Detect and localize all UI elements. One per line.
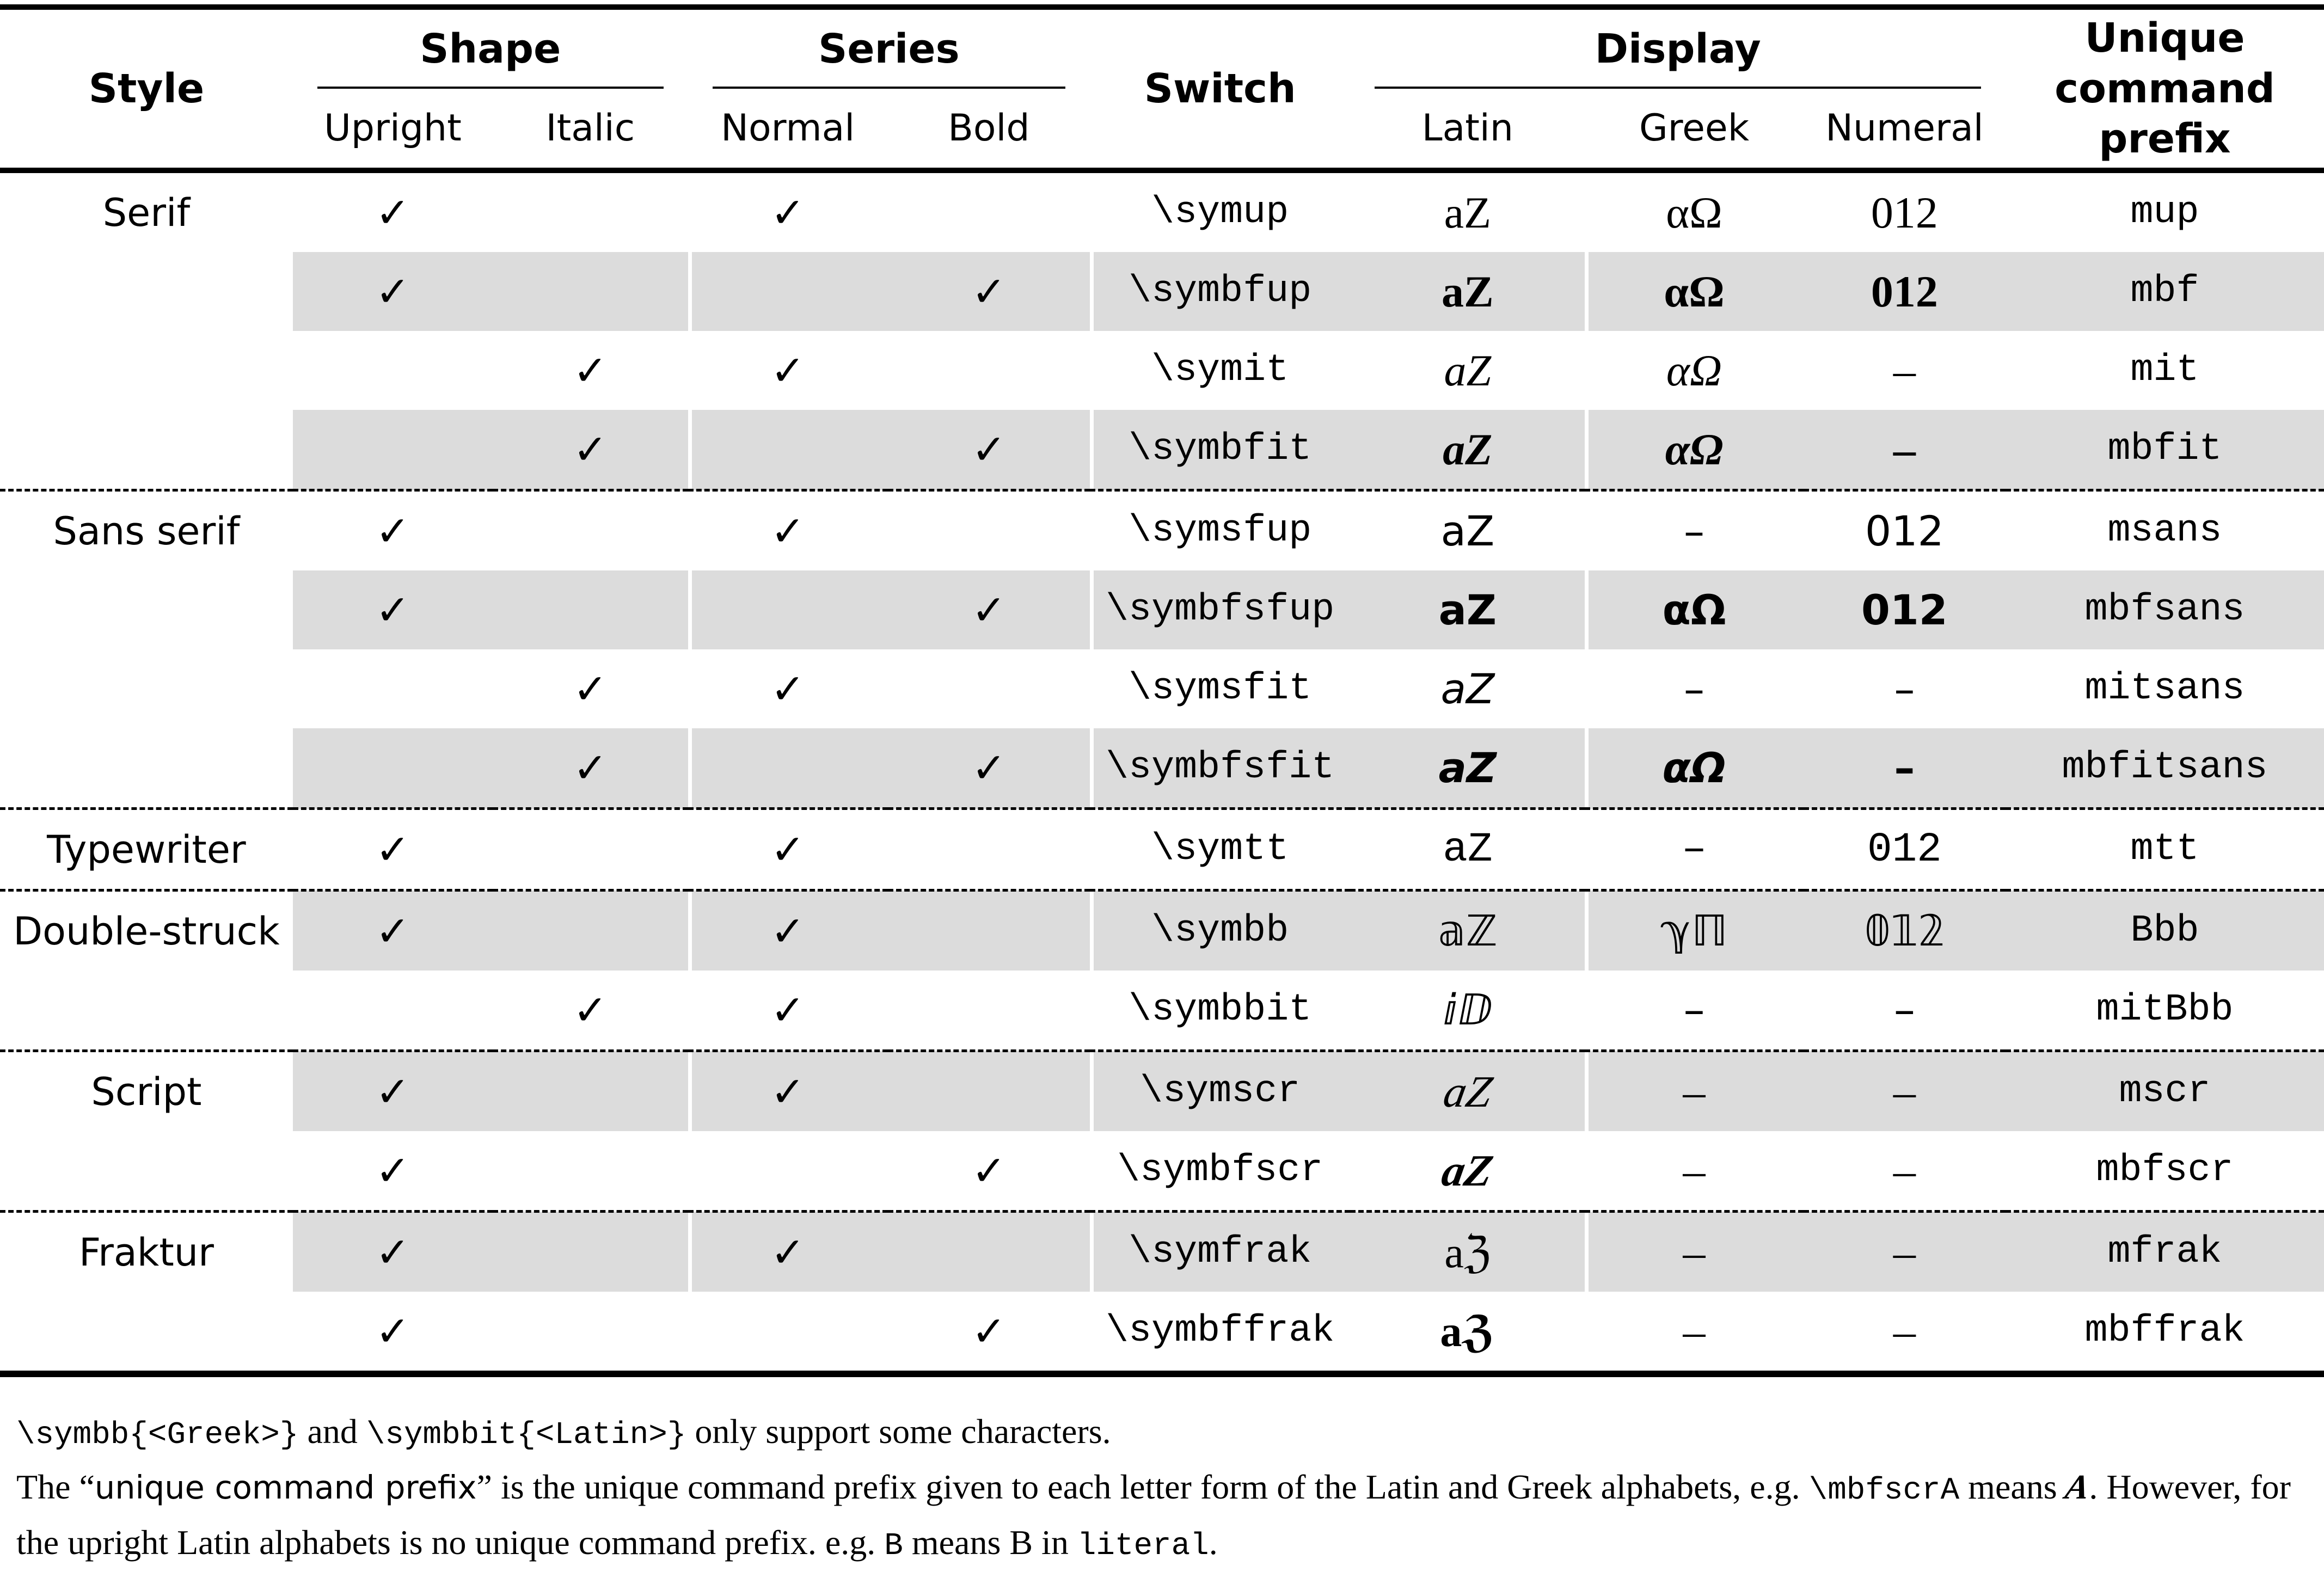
cell-greek-sample: – (1585, 649, 1803, 728)
column-header-upright: Upright (293, 89, 493, 170)
cell-upright-check (293, 649, 493, 728)
footnote-segment: \mbfscrA (1808, 1473, 1960, 1508)
cell-latin-sample: aZ (1350, 490, 1585, 571)
cell-upright-check: ✓ (293, 252, 493, 331)
cell-bold-check (888, 170, 1090, 252)
table-row (0, 331, 2324, 410)
cell-prefix: mup (2130, 191, 2199, 234)
cell-greek-sample: – (1585, 1292, 1803, 1374)
cell-bold-check: ✓ (888, 1292, 1090, 1374)
column-header-italic: Italic (493, 89, 688, 170)
cell-latin-sample: aℨ (1350, 1292, 1585, 1374)
series-group-label: Series (713, 26, 1066, 89)
table-row (0, 1212, 2324, 1292)
cell-prefix: Bbb (2006, 891, 2324, 971)
footnote-segment: the upright Latin alphabets is no unique command prefix. e.g. (16, 1523, 885, 1562)
cell-italic-check: ✓ (493, 728, 688, 809)
column-header-bold: Bold (888, 89, 1090, 170)
cell-bold-check (888, 1212, 1090, 1292)
cell-switch: \symbfup (1090, 252, 1350, 331)
cell-numeral-sample: 012 (1804, 570, 2006, 649)
cell-greek-sample: αΩ (1585, 570, 1803, 649)
cell-italic-check (493, 252, 688, 331)
cell-greek-sample: αΩ (1585, 331, 1803, 410)
cell-italic-check (493, 891, 688, 971)
table-row (0, 891, 2324, 971)
cell-style: Fraktur (0, 1212, 293, 1292)
cell-italic-check: ✓ (493, 410, 688, 490)
column-header-latin: Latin (1350, 89, 1585, 170)
cell-switch: \symsfit (1090, 649, 1350, 728)
footnote-segment: means B in (903, 1523, 1077, 1562)
cell-prefix: mscr (2006, 1051, 2324, 1132)
footnote-segment: \symbb{<Greek>} (16, 1417, 299, 1453)
table-row (0, 809, 2324, 891)
cell-normal-check: ✓ (688, 971, 888, 1051)
cell-latin-sample: aZ (1350, 809, 1585, 891)
script-sample-text: aZ (1438, 1145, 1497, 1195)
cell-italic-check (493, 1212, 688, 1292)
cell-latin-sample (1350, 1051, 1585, 1132)
cell-switch: \symtt (1090, 809, 1350, 891)
cell-greek-sample: – (1585, 1051, 1803, 1132)
cell-prefix: mbffrak (2006, 1292, 2324, 1374)
table-row (0, 971, 2324, 1051)
cell-italic-check (493, 1131, 688, 1212)
cell-normal-check (688, 410, 888, 490)
footnote-segment: . However, for (2089, 1467, 2291, 1506)
cell-bold-check: ✓ (888, 570, 1090, 649)
cell-switch: \symsfup (1090, 490, 1350, 571)
cell-upright-check: ✓ (293, 809, 493, 891)
cell-style (0, 971, 293, 1051)
cell-latin-sample: aZ (1350, 728, 1585, 809)
cell-normal-check: ✓ (688, 1051, 888, 1132)
cell-switch: \symbfsfit (1090, 728, 1350, 809)
cell-normal-check: ✓ (688, 649, 888, 728)
cell-switch: \symbfsfup (1090, 570, 1350, 649)
cell-bold-check (888, 331, 1090, 410)
cell-prefix: msans (2006, 490, 2324, 571)
cell-upright-check: ✓ (293, 1212, 493, 1292)
table-row (0, 649, 2324, 728)
cell-italic-check (493, 1051, 688, 1132)
cell-bold-check: ✓ (971, 1146, 1007, 1195)
cell-normal-check: ✓ (688, 891, 888, 971)
header-group-row (0, 7, 2324, 89)
cell-italic-check (493, 570, 688, 649)
table-header (0, 7, 2324, 170)
cell-upright-check: ✓ (293, 891, 493, 971)
cell-prefix: mfrak (2006, 1212, 2324, 1292)
footnote-segment: only support some characters. (686, 1412, 1111, 1451)
footnote-line-2 (16, 1461, 2324, 1516)
cell-greek-sample: αΩ (1585, 728, 1803, 809)
cell-numeral-sample: – (1804, 728, 2006, 809)
cell-normal-check: ✓ (688, 490, 888, 571)
cell-greek-sample: – (1585, 1131, 1803, 1212)
footnote-segment: A (2062, 1467, 2093, 1506)
cell-latin-sample: aZ (1350, 252, 1585, 331)
cell-numeral-sample: – (1804, 1212, 2006, 1292)
cell-italic-check (493, 1292, 688, 1374)
cell-bold-check (888, 649, 1090, 728)
cell-prefix: mbfitsans (2006, 728, 2324, 809)
table-row (0, 570, 2324, 649)
cell-bold-check (888, 1051, 1090, 1132)
cell-italic-check (493, 490, 688, 571)
cell-style (0, 1292, 293, 1374)
footnote-segment: literal (1077, 1528, 1209, 1564)
cell-switch: \symit (1090, 331, 1350, 410)
column-header-normal: Normal (688, 89, 888, 170)
cell-upright-check: ✓ (375, 1146, 410, 1195)
cell-numeral-sample: – (1804, 410, 2006, 490)
cell-style (0, 649, 293, 728)
cell-style (0, 728, 293, 809)
cell-latin-sample (1350, 1131, 1585, 1212)
cell-numeral-sample: – (1893, 985, 1915, 1035)
cell-normal-check (688, 252, 888, 331)
cell-prefix: mtt (2006, 809, 2324, 891)
footnote-segment: \symbbit{<Latin>} (366, 1417, 686, 1453)
cell-normal-check (688, 1131, 888, 1212)
cell-switch: \symbb (1090, 891, 1350, 971)
cell-style: Sans serif (0, 490, 293, 571)
cell-latin-sample: ⅈⅅ (1443, 985, 1493, 1035)
cell-bold-check (888, 891, 1090, 971)
cell-upright-check: ✓ (293, 490, 493, 571)
shape-group-label: Shape (317, 26, 664, 89)
math-styles-table (0, 4, 2324, 1377)
table-row (0, 170, 2324, 252)
cell-italic-check: ✓ (573, 346, 608, 395)
footnote-segment: The “ (16, 1467, 95, 1506)
cell-greek-sample: ℽℿ (1585, 891, 1803, 971)
cell-numeral-sample: 𝟘𝟙𝟚 (1804, 891, 2006, 971)
cell-prefix: mbfscr (2096, 1149, 2234, 1192)
column-group-series (688, 7, 1090, 89)
cell-upright-check: ✓ (293, 1051, 493, 1132)
cell-upright-check: ✓ (293, 570, 493, 649)
cell-switch: \symbbit (1090, 971, 1350, 1051)
cell-greek-sample: – (1585, 809, 1803, 891)
cell-latin-sample: aZ (1444, 187, 1492, 237)
cell-latin-sample: aℨ (1350, 1212, 1585, 1292)
table-row (0, 490, 2324, 571)
footnotes (16, 1405, 2324, 1572)
cell-latin-sample: aZ (1350, 410, 1585, 490)
cell-normal-check: ✓ (688, 1212, 888, 1292)
cell-italic-check (493, 809, 688, 891)
cell-latin-sample: 𝕒ℤ (1350, 891, 1585, 971)
cell-numeral-sample: – (1893, 1145, 1916, 1195)
cell-bold-check (888, 490, 1090, 571)
footnote-line-1 (16, 1405, 2324, 1461)
cell-numeral-sample: 012 (1804, 252, 2006, 331)
column-header-switch: Switch (1090, 7, 1350, 170)
cell-style (0, 570, 293, 649)
cell-latin-sample: aZ (1350, 570, 1585, 649)
footnote-segment: ” is the unique command prefix given to each letter form of the Latin and Greek alphabets, e.g. (476, 1467, 1809, 1506)
footnote-segment: . (1209, 1523, 1218, 1562)
cell-style: Double-struck (0, 891, 293, 971)
cell-upright-check: ✓ (375, 188, 410, 237)
cell-upright-check (293, 728, 493, 809)
cell-greek-sample: αΩ (1585, 410, 1803, 490)
cell-italic-check (493, 170, 688, 252)
cell-numeral-sample: 012 (1804, 809, 2006, 891)
cell-prefix: mitBbb (2096, 988, 2234, 1031)
cell-prefix: mitsans (2084, 667, 2245, 710)
cell-normal-check (688, 570, 888, 649)
cell-greek-sample: – (1585, 971, 1803, 1051)
footnote-segment: and (298, 1412, 366, 1451)
cell-bold-check (888, 809, 1090, 891)
cell-upright-check (293, 410, 493, 490)
cell-normal-check: ✓ (688, 331, 888, 410)
cell-greek-sample: – (1585, 490, 1803, 571)
cell-italic-check: ✓ (573, 986, 608, 1034)
table-row (0, 1131, 2324, 1212)
cell-greek-sample: αΩ (1585, 170, 1803, 252)
cell-prefix: mbf (2006, 252, 2324, 331)
cell-switch: \symbffrak (1090, 1292, 1350, 1374)
cell-latin-sample: aZ (1440, 665, 1495, 713)
footnote-segment: means (1959, 1467, 2066, 1506)
cell-style: Serif (0, 170, 293, 252)
prefix-header-line1: Unique command (2055, 15, 2275, 112)
cell-normal-check: ✓ (688, 170, 888, 252)
column-group-shape (293, 7, 688, 89)
cell-prefix: mit (2130, 349, 2199, 392)
table-row (0, 252, 2324, 331)
cell-numeral-sample: – (1894, 665, 1915, 713)
cell-italic-check: ✓ (573, 665, 608, 713)
cell-greek-sample: – (1585, 1212, 1803, 1292)
cell-numeral-sample: – (1804, 1051, 2006, 1132)
cell-numeral-sample: 012 (1804, 490, 2006, 571)
table-row (0, 728, 2324, 809)
column-header-greek: Greek (1585, 89, 1803, 170)
table-row (0, 1292, 2324, 1374)
script-sample-text: aZ (1439, 1066, 1496, 1116)
column-header-numeral: Numeral (1804, 89, 2006, 170)
cell-style (0, 331, 293, 410)
cell-normal-check: ✓ (688, 809, 888, 891)
cell-upright-check (293, 331, 493, 410)
table-row (0, 1051, 2324, 1132)
cell-bold-check (888, 971, 1090, 1051)
cell-switch: \symfrak (1090, 1212, 1350, 1292)
cell-normal-check (688, 1292, 888, 1374)
cell-switch: \symup (1090, 170, 1350, 252)
cell-numeral-sample: – (1893, 345, 1916, 395)
cell-upright-check: ✓ (293, 1292, 493, 1374)
prefix-header-line2: prefix (2099, 115, 2231, 163)
cell-bold-check: ✓ (888, 252, 1090, 331)
cell-prefix: mbfsans (2006, 570, 2324, 649)
display-group-label: Display (1375, 26, 1981, 89)
cell-upright-check (293, 971, 493, 1051)
footnote-segment: unique command prefix (94, 1469, 477, 1506)
cell-bold-check: ✓ (888, 728, 1090, 809)
cell-numeral-sample: – (1804, 1292, 2006, 1374)
column-header-style: Style (0, 7, 293, 170)
cell-latin-sample: aZ (1444, 345, 1492, 395)
footnote-line-3 (16, 1516, 2324, 1572)
cell-switch: \symscr (1090, 1051, 1350, 1132)
cell-switch: \symbfscr (1090, 1131, 1350, 1212)
footnote-segment: B (884, 1528, 903, 1564)
cell-style (0, 252, 293, 331)
cell-normal-check (688, 728, 888, 809)
table-row (0, 410, 2324, 490)
cell-style: Typewriter (0, 809, 293, 891)
column-group-display (1350, 7, 2006, 89)
cell-numeral-sample: 012 (1871, 187, 1938, 237)
cell-switch: \symbfit (1090, 410, 1350, 490)
cell-greek-sample: αΩ (1585, 252, 1803, 331)
table-body (0, 170, 2324, 1374)
cell-style (0, 1131, 293, 1212)
cell-style: Script (0, 1051, 293, 1132)
cell-bold-check: ✓ (888, 410, 1090, 490)
column-header-unique-command-prefix (2006, 7, 2324, 170)
cell-style (0, 410, 293, 490)
cell-prefix: mbfit (2006, 410, 2324, 490)
